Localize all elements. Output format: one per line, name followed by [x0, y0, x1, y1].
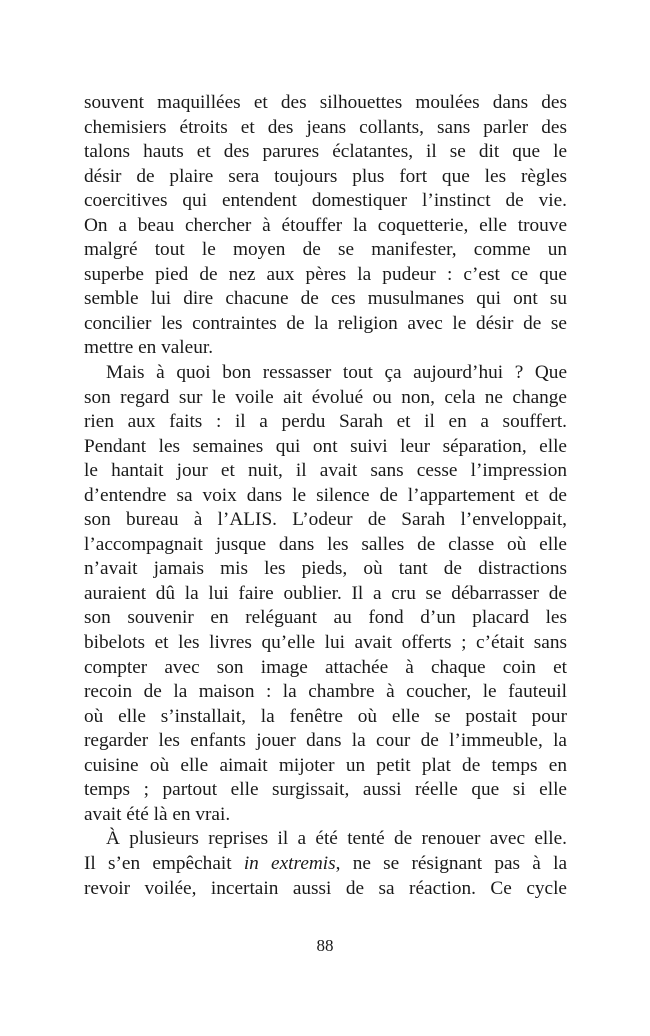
text-line: coercitives qui entendent domestiquer l’instinct de vie.: [84, 190, 567, 212]
text-line: rien aux faits : il a perdu Sarah et il en a souffert.: [84, 411, 567, 433]
text-line: compter avec son image attachée à chaque coin et: [84, 656, 567, 678]
text-line: où elle s’installait, la fenêtre où elle se postait pour: [84, 705, 567, 727]
text-line: mettre en valeur.: [84, 337, 214, 359]
italic-phrase: in extremis: [243, 852, 336, 874]
text-line: Mais à quoi bon ressasser tout ça aujourd’hui ? Que: [106, 362, 567, 384]
text-line: temps ; partout elle surgissait, aussi réelle que si elle: [84, 779, 567, 801]
text-line: Pendant les semaines qui ont suivi leur séparation, elle: [84, 435, 567, 457]
text-line: d’entendre sa voix dans le silence de l’appartement et de: [84, 484, 567, 506]
page-number: 88: [316, 936, 334, 955]
text-line: bibelots et les livres qu’elle lui avait offerts ; c’était sans: [84, 632, 567, 654]
text-line: revoir voilée, incertain aussi de sa réaction. Ce cycle: [84, 877, 567, 899]
text-line: recoin de la maison : la chambre à coucher, le fauteuil: [84, 681, 567, 703]
text-line: l’accompagnait jusque dans les salles de classe où elle: [84, 533, 567, 555]
text-line: chemisiers étroits et des jeans collants, sans parler des: [84, 116, 567, 138]
text-line: concilier les contraintes de la religion avec le désir de se: [84, 312, 567, 334]
text-line: superbe pied de nez aux pères la pudeur : c’est ce que: [84, 263, 567, 285]
text-line: talons hauts et des parures éclatantes, il se dit que le: [84, 141, 567, 163]
text-line: son bureau à l’ALIS. L’odeur de Sarah l’enveloppait,: [84, 509, 567, 531]
text-line: auraient dû la lui faire oublier. Il a cru se débarrasser de: [84, 582, 567, 604]
paragraph: [84, 91, 567, 361]
text-line: Il s’en empêchait in extremis, ne se résignant pas à la: [84, 852, 567, 874]
text-line: son regard sur le voile ait évolué ou non, cela ne change: [84, 386, 567, 408]
paragraph: [84, 361, 567, 827]
page-body: [84, 91, 567, 901]
text-line: regarder les enfants jouer dans la cour de l’immeuble, la: [84, 730, 567, 752]
text-line: souvent maquillées et des silhouettes moulées dans des: [84, 92, 567, 113]
text-line: le hantait jour et nuit, il avait sans cesse l’impression: [84, 460, 567, 482]
text-line: malgré tout le moyen de se manifester, comme un: [84, 239, 567, 261]
text-line: On a beau chercher à étouffer la coquetterie, elle trouve: [84, 214, 567, 236]
text-line: avait été là en vrai.: [84, 803, 231, 825]
text-line: À plusieurs reprises il a été tenté de renouer avec elle.: [106, 828, 567, 850]
text-line: n’avait jamais mis les pieds, où tant de distractions: [84, 558, 567, 580]
text-line: son souvenir en reléguant au fond d’un placard les: [84, 607, 567, 629]
paragraph: [84, 827, 567, 901]
text-line: cuisine où elle aimait mijoter un petit plat de temps en: [84, 754, 567, 776]
text-line: semble lui dire chacune de ces musulmanes qui ont su: [84, 288, 567, 310]
text-line: désir de plaire sera toujours plus fort que les règles: [84, 165, 567, 187]
